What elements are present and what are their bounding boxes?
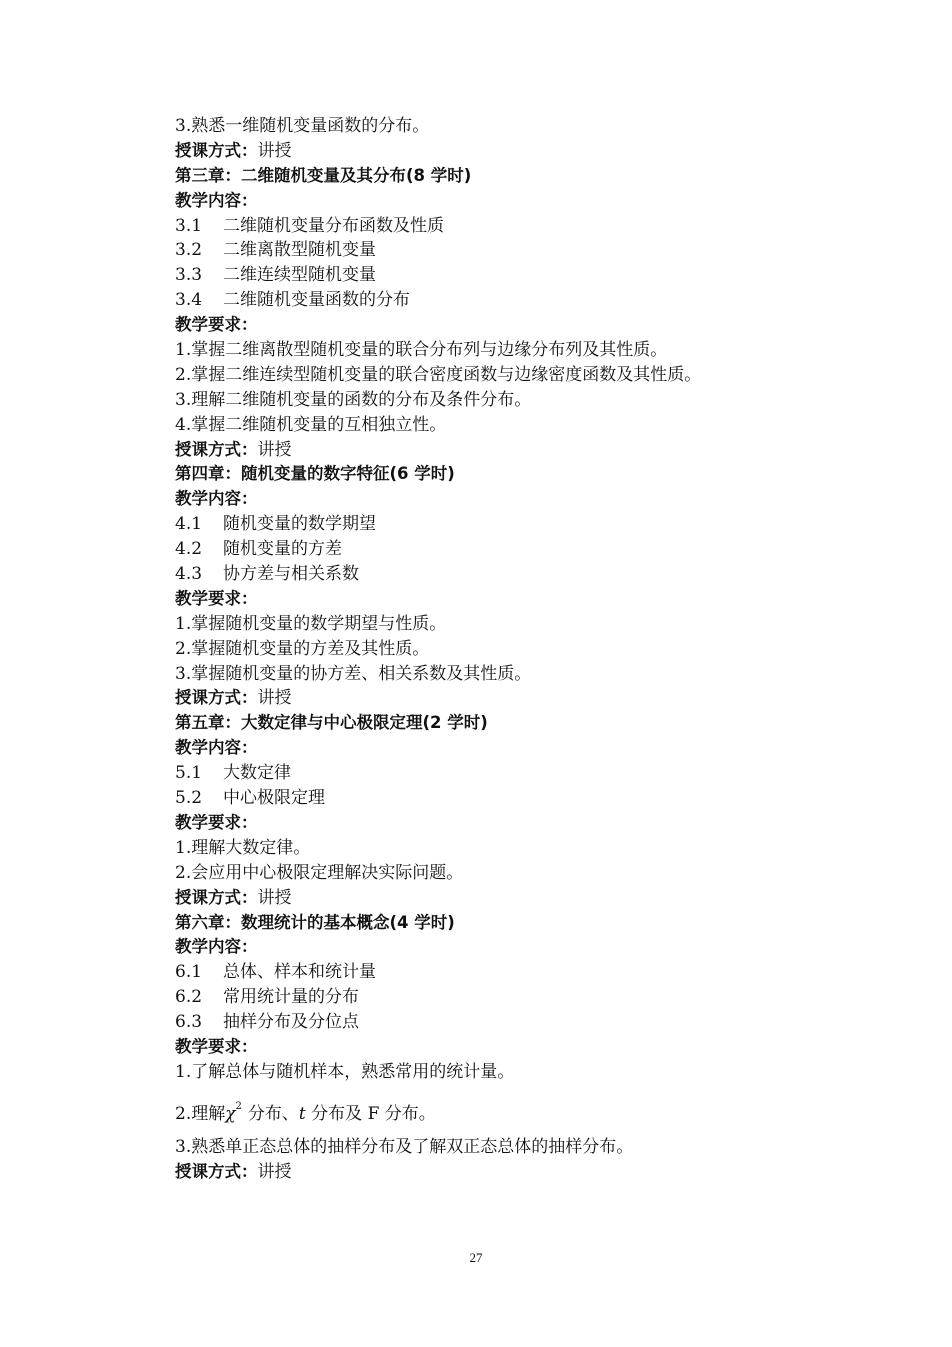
chapter-heading: 第六章：数理统计的基本概念(4 学时) (175, 912, 455, 932)
content-item (175, 562, 795, 587)
teaching-method-label: 授课方式： (175, 688, 258, 708)
teaching-method-value: 讲授 (257, 140, 292, 161)
content-item-number: 4.1 (175, 514, 203, 535)
requirement-item: 3.理解二维随机变量的函数的分布及条件分布。 (175, 389, 532, 410)
section-label-requirements: 教学要求： (175, 1036, 258, 1056)
requirement-item: 3.熟悉单正态总体的抽样分布及了解双正态总体的抽样分布。 (175, 1136, 634, 1157)
content-item (175, 238, 795, 263)
content-item-text: 常用统计量的分布 (223, 987, 359, 1008)
section-label-requirements: 教学要求： (175, 315, 258, 335)
requirement-item: 1.了解总体与随机样本，熟悉常用的统计量。 (175, 1061, 515, 1082)
section-label-requirements: 教学要求： (175, 588, 258, 608)
t-symbol: t (298, 1103, 306, 1124)
content-item-number: 3.3 (175, 265, 203, 286)
section-label-content: 教学内容： (175, 937, 258, 957)
content-item-text: 随机变量的数学期望 (223, 514, 376, 535)
teaching-method (175, 139, 795, 164)
requirement-item: 2.掌握随机变量的方差及其性质。 (175, 638, 430, 659)
page-number: 27 (469, 1250, 483, 1265)
section-label-content: 教学内容： (175, 489, 258, 509)
teaching-method-label: 授课方式： (175, 887, 258, 907)
content-item (175, 761, 795, 786)
content-item (175, 960, 795, 985)
requirement-item: 1.掌握二维离散型随机变量的联合分布列与边缘分布列及其性质。 (175, 340, 668, 361)
teaching-method-label: 授课方式： (175, 1161, 258, 1181)
content-item-number: 3.4 (175, 290, 203, 311)
content-item-number: 3.2 (175, 240, 203, 261)
content-item-text: 总体、样本和统计量 (223, 962, 376, 983)
math-prefix: 2.理解 (175, 1103, 226, 1124)
teaching-method (175, 438, 795, 463)
requirement-item: 4.掌握二维随机变量的互相独立性。 (175, 414, 447, 435)
content-item-text: 二维离散型随机变量 (223, 240, 376, 261)
content-item-text: 大数定律 (223, 763, 291, 784)
teaching-method-value: 讲授 (257, 1161, 292, 1182)
content-item-text: 协方差与相关系数 (223, 564, 359, 585)
content-item-number: 5.2 (175, 788, 203, 809)
content-item (175, 985, 795, 1010)
chi-symbol: χ (225, 1103, 236, 1124)
content-item-text: 二维随机变量函数的分布 (223, 290, 410, 311)
teaching-method (175, 886, 795, 911)
chapter-heading: 第五章：大数定律与中心极限定理(2 学时) (175, 713, 488, 733)
content-item-number: 4.2 (175, 539, 203, 560)
requirement-item: 3.熟悉一维随机变量函数的分布。 (175, 116, 430, 136)
math-middle: 分布、 (247, 1103, 299, 1124)
chapter-heading: 第三章：二维随机变量及其分布(8 学时) (175, 165, 472, 185)
teaching-method-label: 授课方式： (175, 140, 258, 160)
requirement-item: 1.理解大数定律。 (175, 837, 311, 858)
content-item-text: 二维随机变量分布函数及性质 (223, 215, 444, 236)
content-item-text: 中心极限定理 (223, 788, 325, 809)
chapter-heading: 第四章：随机变量的数字特征(6 学时) (175, 464, 455, 484)
requirement-item: 2.掌握二维连续型随机变量的联合密度函数与边缘密度函数及其性质。 (175, 364, 702, 385)
content-item-text: 随机变量的方差 (223, 539, 342, 560)
teaching-method (175, 686, 795, 711)
section-label-content: 教学内容： (175, 190, 258, 210)
content-item-number: 6.2 (175, 987, 203, 1008)
content-item-text: 二维连续型随机变量 (223, 265, 376, 286)
content-item-number: 4.3 (175, 564, 203, 585)
requirement-item: 2.会应用中心极限定理解决实际问题。 (175, 862, 464, 883)
teaching-method-value: 讲授 (257, 688, 292, 709)
content-item-text: 抽样分布及分位点 (223, 1012, 359, 1033)
teaching-method-value: 讲授 (257, 887, 292, 908)
math-suffix: 分布及 F 分布。 (311, 1103, 436, 1124)
content-item-number: 5.1 (175, 763, 203, 784)
content-item-number: 6.1 (175, 962, 203, 983)
requirement-item-math (175, 1085, 795, 1135)
content-item-number: 3.1 (175, 215, 203, 236)
requirement-item: 3.掌握随机变量的协方差、相关系数及其性质。 (175, 663, 532, 684)
requirement-item: 1.掌握随机变量的数学期望与性质。 (175, 613, 447, 634)
syllabus-content (175, 114, 795, 1185)
content-item (175, 1010, 795, 1035)
content-item-number: 6.3 (175, 1012, 203, 1033)
teaching-method (175, 1160, 795, 1185)
content-item (175, 537, 795, 562)
content-item (175, 263, 795, 288)
content-item (175, 512, 795, 537)
teaching-method-label: 授课方式： (175, 439, 258, 459)
content-item (175, 214, 795, 239)
section-label-content: 教学内容： (175, 738, 258, 758)
section-label-requirements: 教学要求： (175, 812, 258, 832)
teaching-method-value: 讲授 (257, 439, 292, 460)
content-item (175, 288, 795, 313)
content-item (175, 786, 795, 811)
chi-superscript: 2 (235, 1100, 242, 1112)
